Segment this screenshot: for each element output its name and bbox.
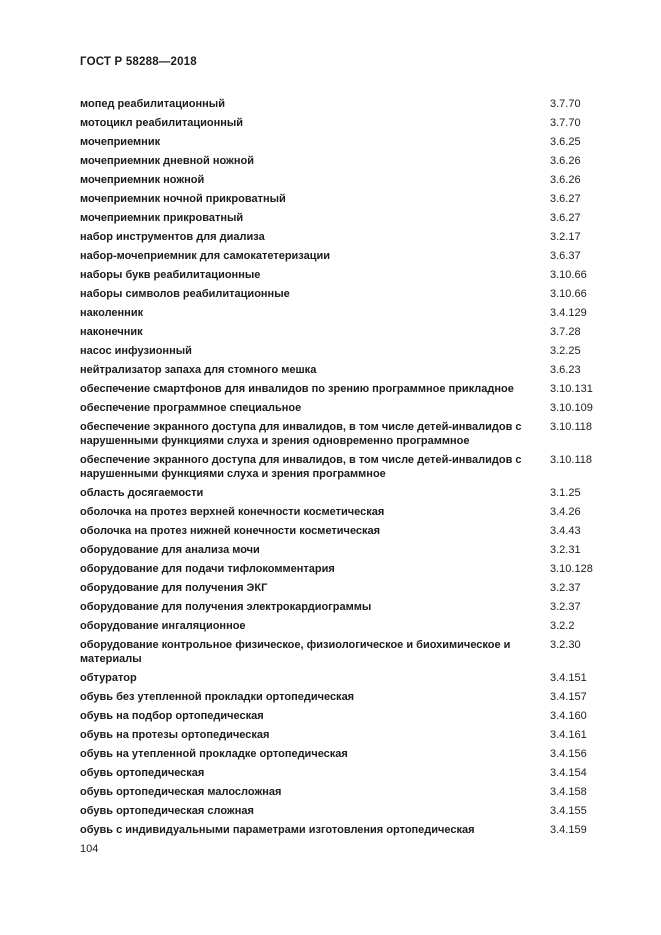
index-entry: [80, 521, 602, 540]
entry-ref: 3.10.66: [550, 287, 587, 300]
entry-term: обувь без утепленной прокладки ортопедическая: [80, 690, 355, 703]
index-entry: [80, 265, 602, 284]
index-entry: [80, 502, 602, 521]
entry-term: мочеприемник прикроватный: [80, 211, 244, 224]
entry-term: оборудование для подачи тифлокомментария: [80, 562, 335, 575]
entry-ref: 3.2.30: [550, 638, 581, 651]
entry-term: обувь с индивидуальными параметрами изготовления ортопедическая: [80, 823, 475, 836]
entry-term: обеспечение программное специальное: [80, 401, 302, 414]
index-entry: [80, 559, 602, 578]
entry-term: оборудование для получения ЭКГ: [80, 581, 268, 594]
index-entry: [80, 540, 602, 559]
entry-ref: 3.2.2: [550, 619, 575, 632]
entry-ref: 3.6.26: [550, 154, 581, 167]
entry-ref: 3.4.43: [550, 524, 581, 537]
index-entry: [80, 782, 602, 801]
entry-ref: 3.7.70: [550, 97, 581, 110]
index-entry: [80, 744, 602, 763]
entry-term: наборы букв реабилитационные: [80, 268, 261, 281]
entry-term: область досягаемости: [80, 486, 204, 499]
entry-ref: 3.4.159: [550, 823, 587, 836]
entry-ref: 3.7.70: [550, 116, 581, 129]
entry-ref: 3.4.151: [550, 671, 587, 684]
entry-ref: 3.6.25: [550, 135, 581, 148]
entry-ref: 3.10.66: [550, 268, 587, 281]
index-entry: [80, 360, 602, 379]
entry-ref: 3.6.27: [550, 192, 581, 205]
index-entry: [80, 578, 602, 597]
entry-ref: 3.4.26: [550, 505, 581, 518]
index-entry: [80, 227, 602, 246]
index-entry: [80, 725, 602, 744]
entry-ref: 3.7.28: [550, 325, 581, 338]
entry-ref: 3.10.131: [550, 382, 593, 395]
index-entry: [80, 322, 602, 341]
entry-ref: 3.6.37: [550, 249, 581, 262]
entry-ref: 3.6.27: [550, 211, 581, 224]
entry-term: набор-мочеприемник для самокатетеризации: [80, 249, 331, 262]
entry-ref: 3.4.156: [550, 747, 587, 760]
index-entry: [80, 379, 602, 398]
index-entry: [80, 341, 602, 360]
index-entry: [80, 208, 602, 227]
entry-ref: 3.10.109: [550, 401, 593, 414]
index-list: [80, 94, 602, 839]
index-entry: [80, 132, 602, 151]
entry-term: обувь на утепленной прокладке ортопедическая: [80, 747, 348, 760]
entry-term: оборудование для анализа мочи: [80, 543, 260, 556]
entry-ref: 3.4.158: [550, 785, 587, 798]
entry-term: обувь ортопедическая малосложная: [80, 785, 282, 798]
entry-ref: 3.2.37: [550, 600, 581, 613]
entry-ref: 3.4.160: [550, 709, 587, 722]
entry-term: оборудование для получения электрокардиограммы: [80, 600, 372, 613]
entry-ref: 3.10.128: [550, 562, 593, 575]
page-number: 104: [80, 843, 99, 855]
entry-term: мопед реабилитационный: [80, 97, 225, 110]
entry-ref: 3.1.25: [550, 486, 581, 499]
index-entry: [80, 170, 602, 189]
entry-ref: 3.6.23: [550, 363, 581, 376]
index-entry: [80, 635, 602, 668]
entry-term: мочеприемник дневной ножной: [80, 154, 254, 167]
entry-term: обувь ортопедическая сложная: [80, 804, 254, 817]
index-entry: [80, 151, 602, 170]
entry-term: оборудование ингаляционное: [80, 619, 246, 632]
index-entry: [80, 668, 602, 687]
index-entry: [80, 687, 602, 706]
entry-term: наконечник: [80, 325, 143, 338]
index-entry: [80, 820, 602, 839]
entry-term: обувь на протезы ортопедическая: [80, 728, 270, 741]
entry-term: набор инструментов для диализа: [80, 230, 265, 243]
index-entry: [80, 303, 602, 322]
entry-term: обувь ортопедическая: [80, 766, 205, 779]
index-entry: [80, 801, 602, 820]
entry-ref: 3.2.25: [550, 344, 581, 357]
entry-ref: 3.2.31: [550, 543, 581, 556]
entry-term: нейтрализатор запаха для стомного мешка: [80, 363, 317, 376]
entry-ref: 3.4.129: [550, 306, 587, 319]
entry-ref: 3.4.154: [550, 766, 587, 779]
entry-ref: 3.2.17: [550, 230, 581, 243]
entry-term: мочеприемник: [80, 135, 161, 148]
entry-ref: 3.4.157: [550, 690, 587, 703]
document-header: ГОСТ Р 58288—2018: [80, 56, 197, 68]
entry-term: мочеприемник ножной: [80, 173, 205, 186]
index-entry: [80, 597, 602, 616]
entry-ref: 3.6.26: [550, 173, 581, 186]
entry-term: обеспечение экранного доступа для инвалидов, в том числе детей-инвалидов с нарушенными функциями слуха и зрения одновременно программное: [80, 420, 522, 447]
entry-ref: 3.10.118: [550, 420, 593, 433]
entry-term: обтуратор: [80, 671, 137, 684]
index-entry: [80, 94, 602, 113]
index-entry: [80, 706, 602, 725]
entry-ref: 3.4.155: [550, 804, 587, 817]
entry-term: обеспечение экранного доступа для инвалидов, в том числе детей-инвалидов с нарушенными функциями слуха и зрения программное: [80, 453, 522, 480]
index-entry: [80, 483, 602, 502]
index-entry: [80, 616, 602, 635]
index-entry: [80, 284, 602, 303]
entry-ref: 3.10.118: [550, 453, 593, 466]
index-entry: [80, 763, 602, 782]
index-entry: [80, 450, 602, 483]
entry-ref: 3.2.37: [550, 581, 581, 594]
entry-term: оболочка на протез верхней конечности косметическая: [80, 505, 385, 518]
index-entry: [80, 417, 602, 450]
entry-term: мотоцикл реабилитационный: [80, 116, 244, 129]
entry-term: мочеприемник ночной прикроватный: [80, 192, 286, 205]
entry-term: обувь на подбор ортопедическая: [80, 709, 264, 722]
index-entry: [80, 246, 602, 265]
entry-term: наборы символов реабилитационные: [80, 287, 290, 300]
entry-term: обеспечение смартфонов для инвалидов по зрению программное прикладное: [80, 382, 514, 395]
entry-term: наколенник: [80, 306, 144, 319]
entry-term: оболочка на протез нижней конечности косметическая: [80, 524, 381, 537]
index-entry: [80, 189, 602, 208]
entry-ref: 3.4.161: [550, 728, 587, 741]
entry-term: оборудование контрольное физическое, физиологическое и биохимическое и материалы: [80, 638, 511, 665]
index-entry: [80, 113, 602, 132]
index-entry: [80, 398, 602, 417]
entry-term: насос инфузионный: [80, 344, 192, 357]
